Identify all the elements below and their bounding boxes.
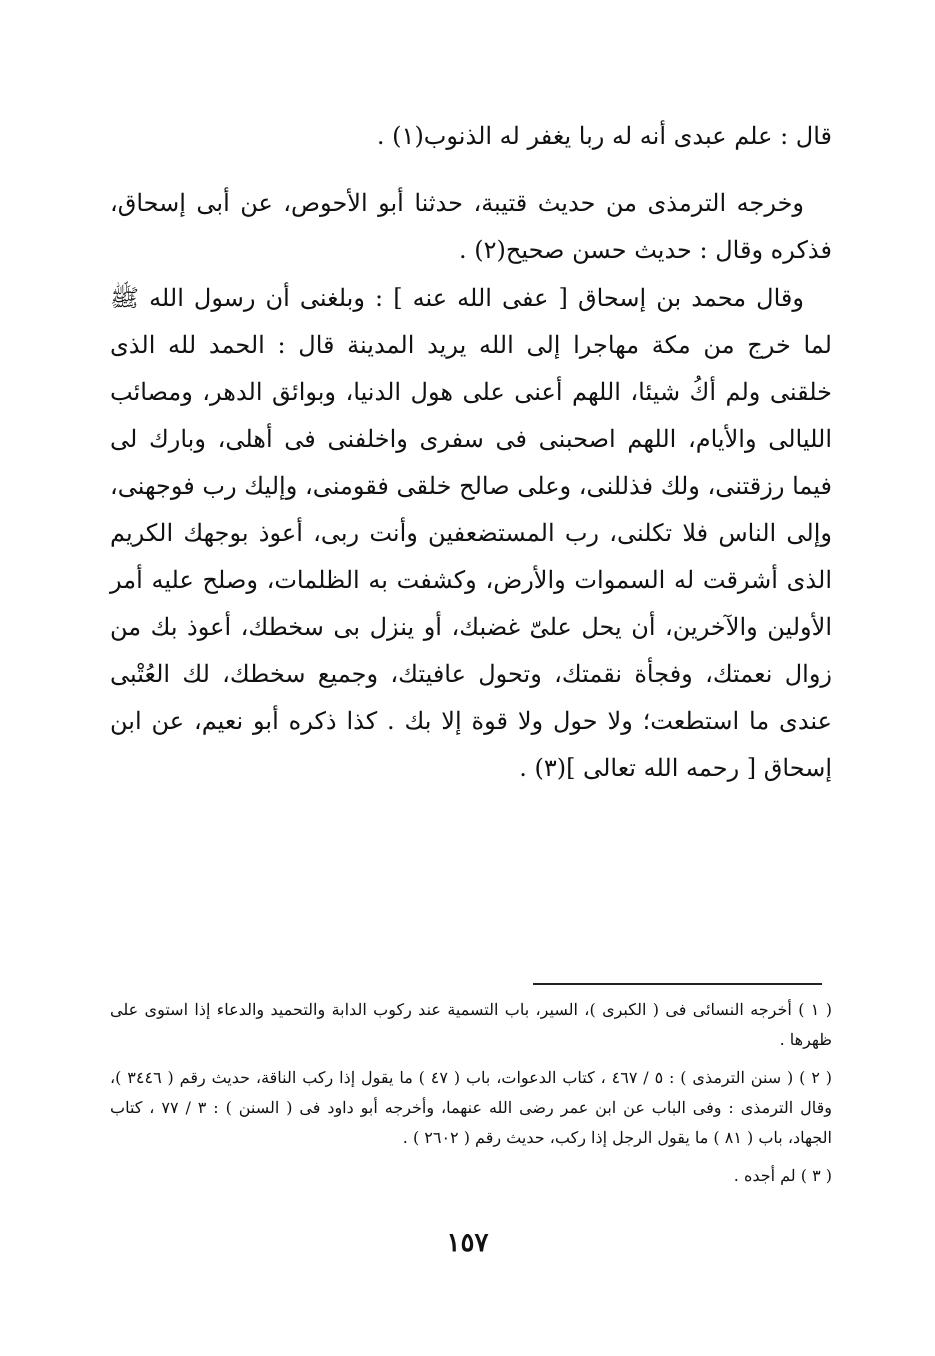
paragraph-3: وقال محمد بن إسحاق [ عفى الله عنه ] : وبلغنى أن رسول الله ﷺ لما خرج من مكة مهاجرا إلى الله يريد المدينة قال : الحمد لله الذى خلقنى ولم أكُ شيئا، اللهم أعنى على هول الدنيا، وبوائق الدهر، ومصائب الليالى والأيام، اللهم اصحبنى فى سفرى واخلفنى فى أهلى، وبارك لى فيما رزقتنى، ولك فذللنى، وعلى صالح خلقى فقومنى، وإليك رب فوجهنى، وإلى الناس فلا تكلنى، رب المستضعفين وأنت ربى، أعوذ بوجهك الكريم الذى أشرقت له السموات والأرض، وكشفت به الظلمات، وصلح عليه أمر الأولين والآخرين، أن يحل علىّ غضبك، أو ينزل بى سخطك، أعوذ بك من زوال نعمتك، وفجأة نقمتك، وتحول عافيتك، وجميع سخطك، لك العُتْبى عندى ما استطعت؛ ولا حول ولا قوة إلا بك . كذا ذكره أبو نعيم، عن ابن إسحاق [ رحمه الله تعالى ](٣) . (110, 284, 833, 782)
footnote-2: ( ٢ ) ( سنن الترمذى ) : ٥ / ٤٦٧ ، كتاب الدعوات، باب ( ٤٧ ) ما يقول إذا ركب الناقة، حديث رقم ( ٣٤٤٦ )، وقال الترمذى : وفى الباب عن ابن عمر رضى الله عنهما، وأخرجه أبو داود فى ( السنن ) : ٣ / ٧٧ ، كتاب الجهاد، باب ( ٨١ ) ما يقول الرجل إذا ركب، حديث رقم ( ٢٦٠٢ ) . (110, 1068, 833, 1147)
footnote-1: ( ١ ) أخرجه النسائى فى ( الكبرى )، السير، باب التسمية عند ركوب الدابة والتحميد والدعاء إذا استوى على ظهرها . (110, 1000, 832, 1049)
paragraph-2: وخرجه الترمذى من حديث قتيبة، حدثنا أبو الأحوص، عن أبى إسحاق، فذكره وقال : حديث حسن صحيح(٢) . (110, 189, 832, 264)
footnotes (110, 995, 832, 1199)
footnote-separator (533, 983, 822, 985)
page-number: ١٥٧ (446, 1228, 489, 1258)
paragraph-1: قال : علم عبدى أنه له ربا يغفر له الذنوب(١) . (376, 122, 832, 150)
footnote-3: ( ٣ ) لم أجده . (733, 1166, 832, 1185)
